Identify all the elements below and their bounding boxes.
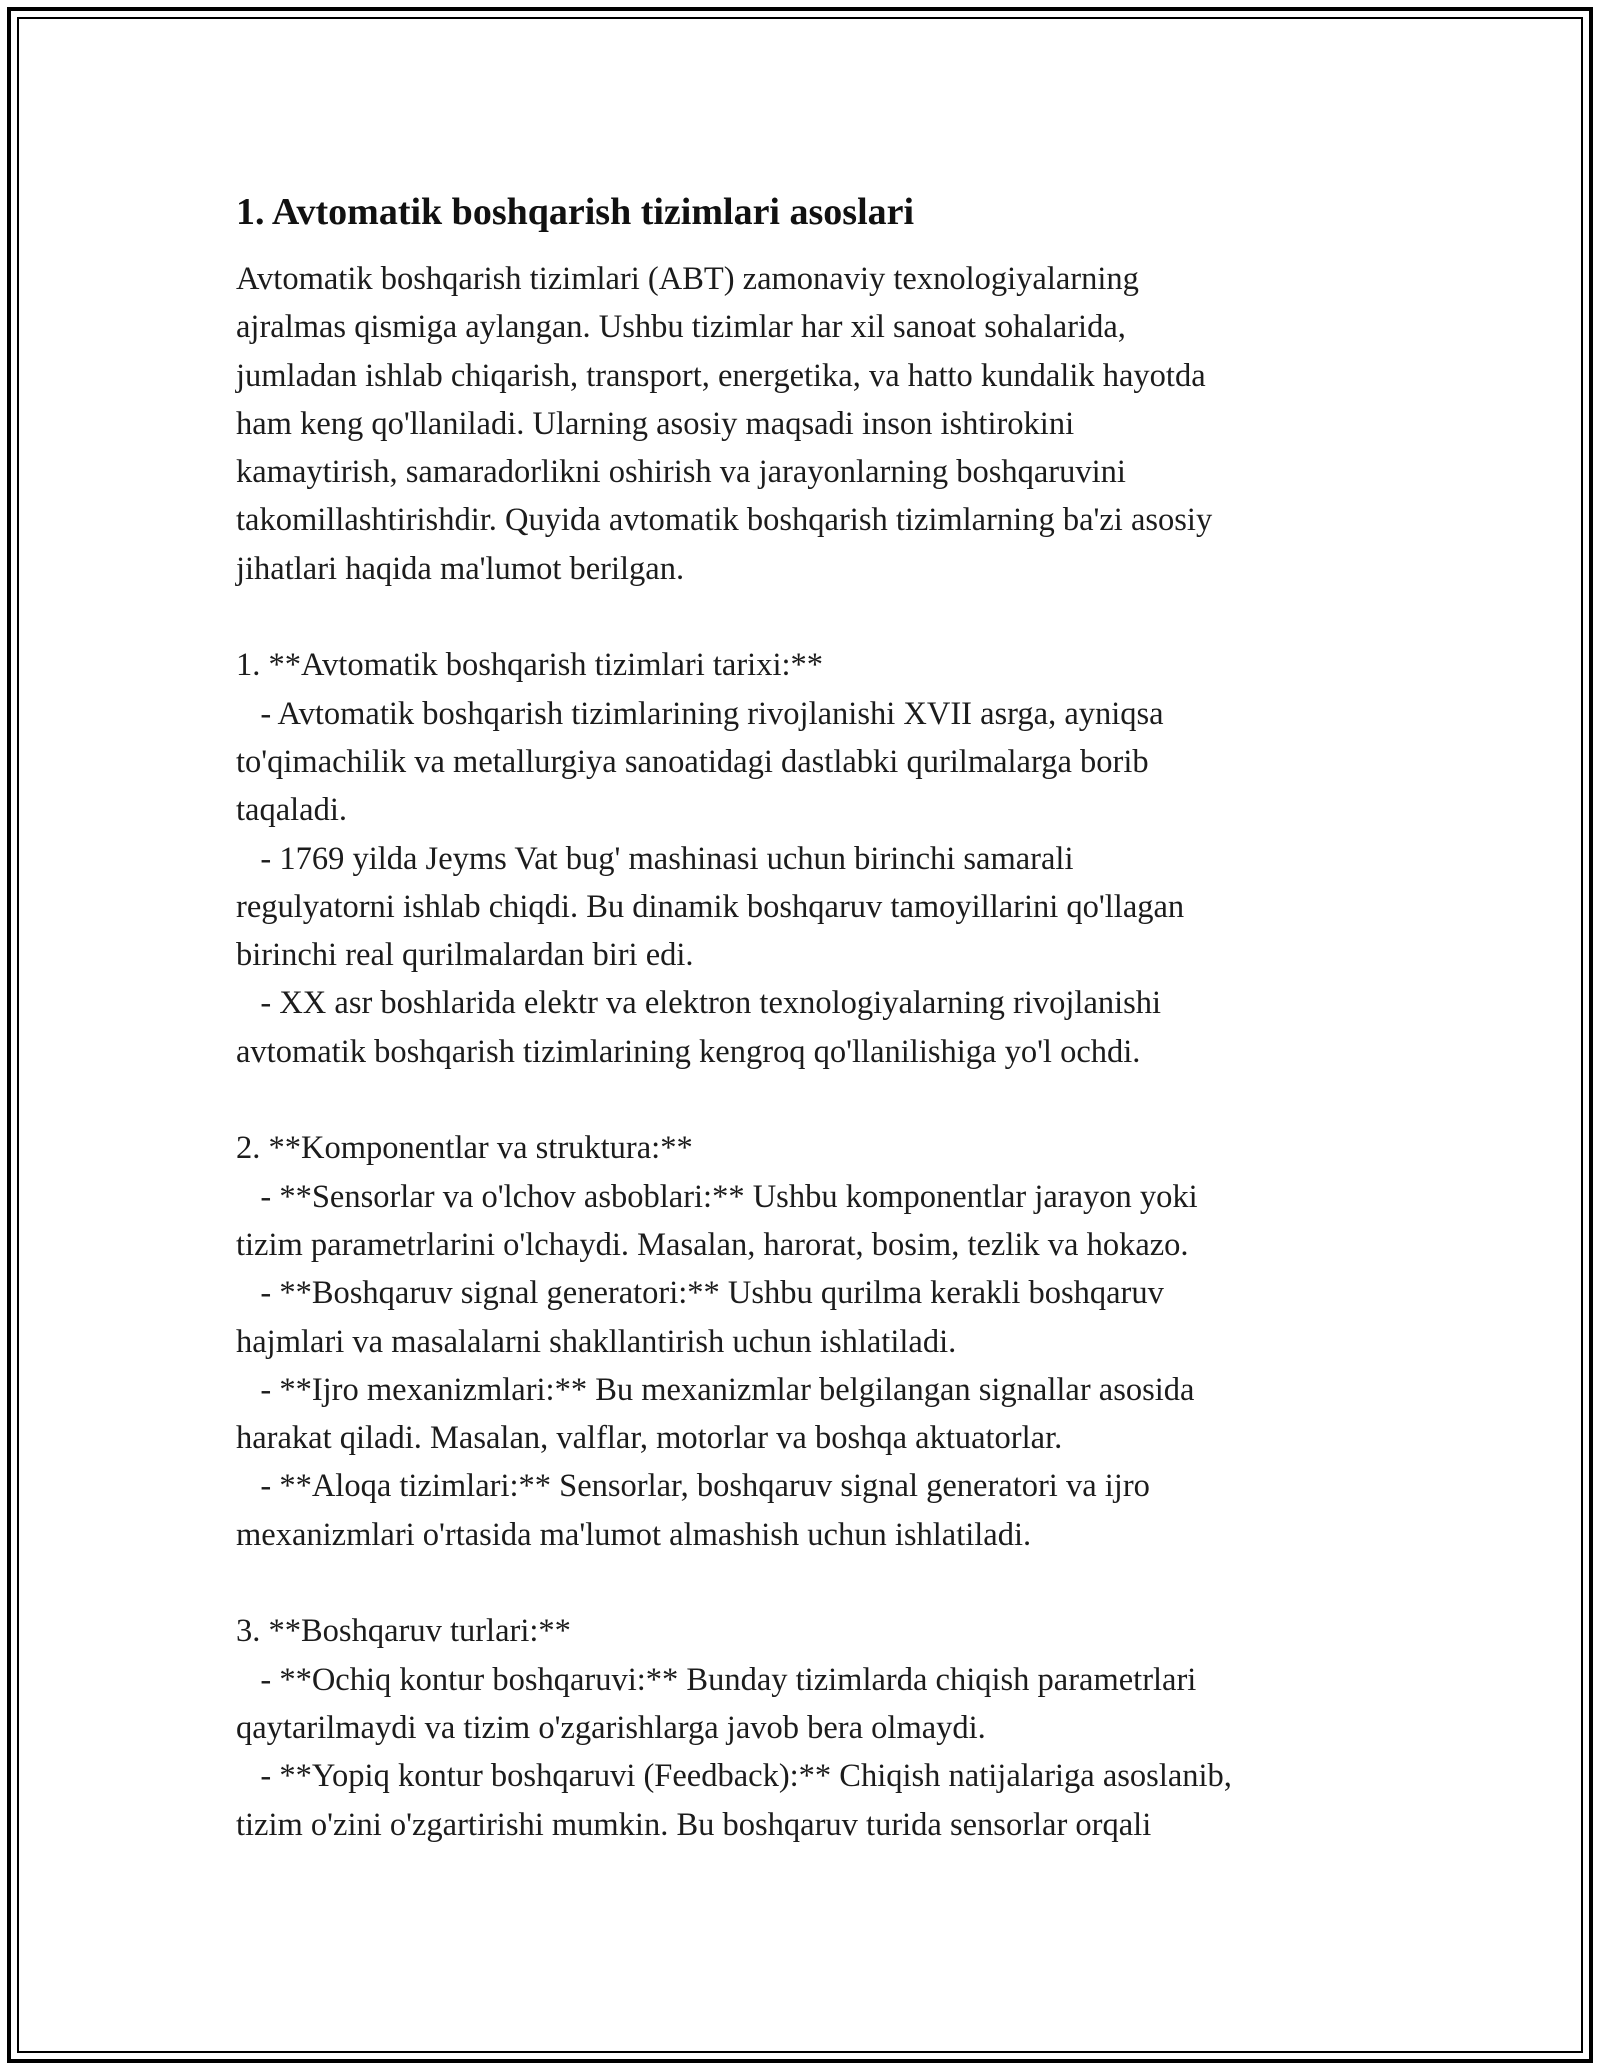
text-line: - **Boshqaruv signal generatori:** Ushbu qurilma kerakli boshqaruv bbox=[236, 1275, 1164, 1312]
text-line: to'qimachilik va metallurgiya sanoatidagi dastlabki qurilmalarga borib bbox=[236, 743, 1149, 780]
text-line: jumladan ishlab chiqarish, transport, energetika, va hatto kundalik hayotda bbox=[236, 357, 1206, 394]
blank-line bbox=[236, 1076, 1396, 1124]
blank-line bbox=[236, 593, 1396, 641]
text-line: hajmlari va masalalarni shakllantirish uchun ishlatiladi. bbox=[236, 1323, 957, 1360]
text-line: jihatlari haqida ma'lumot berilgan. bbox=[236, 550, 685, 587]
blank-line bbox=[236, 1559, 1396, 1607]
text-line: takomillashtirishdir. Quyida avtomatik boshqarish tizimlarning ba'zi asosiy bbox=[236, 502, 1213, 539]
text-line: - 1769 yilda Jeyms Vat bug' mashinasi uchun birinchi samarali bbox=[236, 840, 1074, 877]
text-line: ajralmas qismiga aylangan. Ushbu tizimlar har xil sanoat sohalarida, bbox=[236, 309, 1126, 346]
text-line: taqaladi. bbox=[236, 792, 347, 829]
document-title: 1. Avtomatik boshqarish tizimlari asoslari bbox=[236, 191, 915, 233]
text-line: - **Ijro mexanizmlari:** Bu mexanizmlar belgilangan signallar asosida bbox=[236, 1371, 1195, 1408]
text-line: regulyatorni ishlab chiqdi. Bu dinamik boshqaruv tamoyillarini qo'llagan bbox=[236, 888, 1185, 925]
text-line: tizim o'zini o'zgartirishi mumkin. Bu boshqaruv turida sensorlar orqali bbox=[236, 1806, 1152, 1843]
text-line: - Avtomatik boshqarish tizimlarining rivojlanishi XVII asrga, ayniqsa bbox=[236, 695, 1164, 732]
section-history bbox=[236, 641, 1396, 1076]
section-heading: 2. **Komponentlar va struktura:** bbox=[236, 1130, 693, 1167]
text-line: avtomatik boshqarish tizimlarining kengroq qo'llanilishiga yo'l ochdi. bbox=[236, 1033, 1141, 1070]
text-line: - **Aloqa tizimlari:** Sensorlar, boshqaruv signal generatori va ijro bbox=[236, 1468, 1150, 1505]
text-line: harakat qiladi. Masalan, valflar, motorlar va boshqa aktuatorlar. bbox=[236, 1420, 1063, 1457]
section-heading: 3. **Boshqaruv turlari:** bbox=[236, 1613, 571, 1650]
section-control-types bbox=[236, 1607, 1396, 1848]
text-line: birinchi real qurilmalardan biri edi. bbox=[236, 937, 694, 974]
text-line: kamaytirish, samaradorlikni oshirish va jarayonlarning boshqaruvini bbox=[236, 454, 1126, 491]
section-heading: 1. **Avtomatik boshqarish tizimlari tarixi:** bbox=[236, 647, 824, 684]
text-line: mexanizmlari o'rtasida ma'lumot almashish uchun ishlatiladi. bbox=[236, 1516, 1032, 1553]
text-line: qaytarilmaydi va tizim o'zgarishlarga javob bera olmaydi. bbox=[236, 1709, 986, 1746]
text-line: ham keng qo'llaniladi. Ularning asosiy maqsadi inson ishtirokini bbox=[236, 405, 1075, 442]
text-line: - **Sensorlar va o'lchov asboblari:** Ushbu komponentlar jarayon yoki bbox=[236, 1178, 1198, 1215]
text-line: tizim parametrlarini o'lchaydi. Masalan, harorat, bosim, tezlik va hokazo. bbox=[236, 1226, 1189, 1263]
section-components bbox=[236, 1124, 1396, 1559]
text-line: - **Ochiq kontur boshqaruvi:** Bunday tizimlarda chiqish parametrlari bbox=[236, 1661, 1197, 1698]
document-body bbox=[236, 180, 1396, 1849]
text-line: Avtomatik boshqarish tizimlari (ABT) zamonaviy texnologiyalarning bbox=[236, 261, 1139, 297]
text-line: - **Yopiq kontur boshqaruvi (Feedback):** Chiqish natijalariga asoslanib, bbox=[236, 1758, 1232, 1795]
text-line: - XX asr boshlarida elektr va elektron texnologiyalarning rivojlanishi bbox=[236, 985, 1162, 1022]
intro-paragraph bbox=[236, 255, 1396, 593]
